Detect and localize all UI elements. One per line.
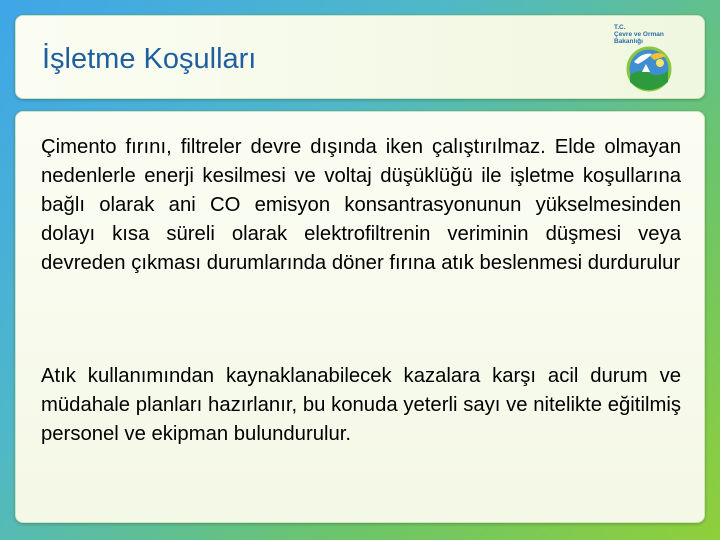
paragraph-emergency-plans: Atık kullanımından kaynaklanabilecek kazalara karşı acil durum ve müdahale planları hazırlanır, bu konuda yeterli sayı ve nitelikte eğitilmiş personel ve ekipman bulundurulur. xyxy=(41,365,681,445)
paragraph-operating-conditions: Çimento fırını, filtreler devre dışında iken çalıştırılmaz. Elde olmayan nedenlerle enerji kesilmesi ve voltaj düşüklüğü ile işletme koşullarına bağlı olarak ani CO emisyon konsantrasyonunun yükselmesinden dolayı kısa süreli olarak elektrofiltrenin veriminin düşmesi veya devreden çıkması durumlarında döner fırına atık beslenmesi durdurulur xyxy=(41,136,681,274)
slide-title: İşletme Koşulları xyxy=(42,43,257,75)
ministry-logo-icon xyxy=(620,42,678,92)
logo-line-3: Bakanlığı xyxy=(614,38,643,45)
content-panel xyxy=(15,111,705,523)
title-panel xyxy=(15,15,705,99)
ministry-logo xyxy=(608,22,690,94)
logo-line-2: Çevre ve Orman xyxy=(614,31,664,38)
logo-line-1: T.C. xyxy=(614,24,626,31)
